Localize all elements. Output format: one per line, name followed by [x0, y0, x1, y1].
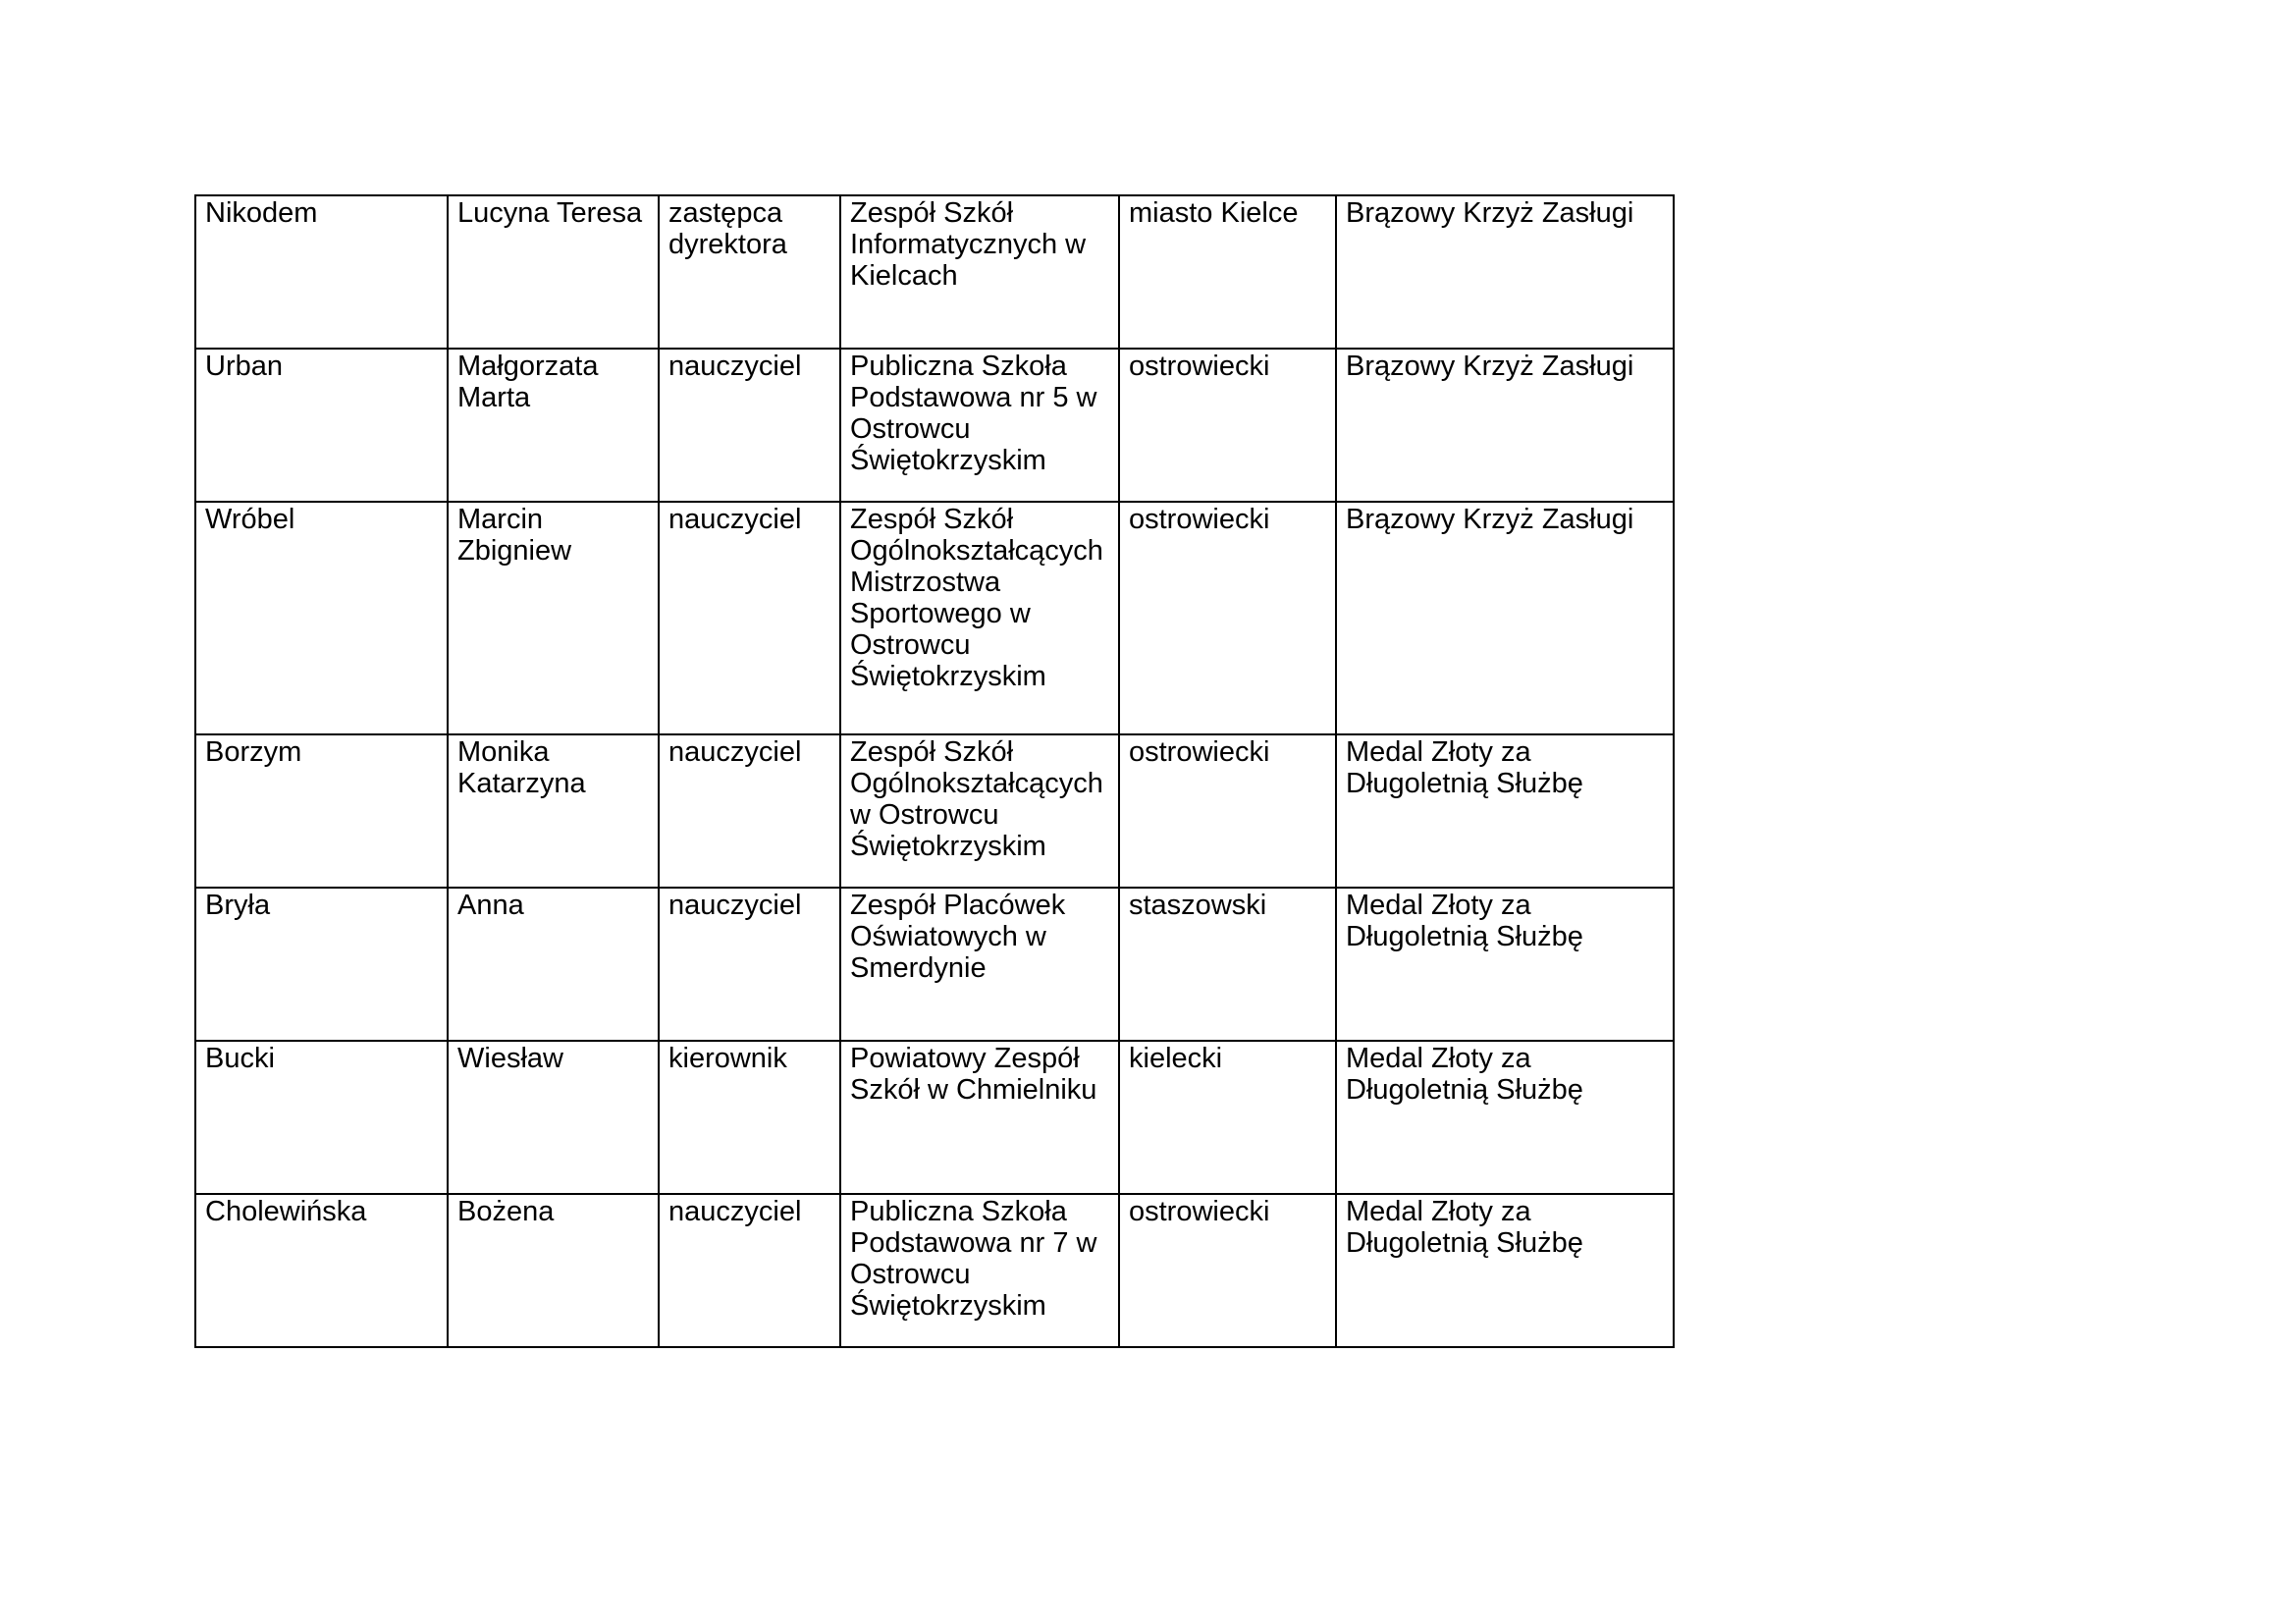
school-line: Świętokrzyskim [850, 1290, 1046, 1322]
school-line: Informatycznych w [850, 229, 1087, 260]
position-cell [659, 349, 840, 502]
school-line: Ostrowcu [850, 1259, 971, 1290]
surname-cell [195, 734, 448, 888]
school-line: Powiatowy Zespół [850, 1043, 1080, 1074]
first-names-cell [448, 1194, 659, 1347]
position-line: kierownik [668, 1043, 787, 1074]
first-names-line: Wiesław [457, 1043, 563, 1074]
school-line: Podstawowa nr 7 w [850, 1227, 1097, 1259]
school-line: Świętokrzyskim [850, 445, 1046, 476]
table-row [195, 349, 1674, 502]
school-line: Smerdynie [850, 952, 987, 984]
school-cell [840, 1041, 1119, 1194]
surname-text: Wróbel [205, 504, 295, 535]
district-cell [1119, 349, 1336, 502]
school-cell [840, 195, 1119, 349]
surname-cell [195, 502, 448, 734]
district-cell [1119, 734, 1336, 888]
first-names-line: Małgorzata [457, 351, 599, 382]
first-names-cell [448, 195, 659, 349]
district-line: staszowski [1129, 890, 1267, 921]
school-line: Ogólnokształcących [850, 535, 1103, 567]
position-line: zastępca [668, 197, 783, 229]
award-line: Brązowy Krzyż Zasługi [1346, 197, 1634, 229]
school-cell [840, 1194, 1119, 1347]
first-names-line: Monika [457, 736, 550, 768]
surname-cell [195, 888, 448, 1041]
position-cell [659, 888, 840, 1041]
position-line: nauczyciel [668, 351, 802, 382]
surname-text: Bryła [205, 890, 271, 921]
table-row [195, 1194, 1674, 1347]
award-line: Długoletnią Służbę [1346, 1074, 1583, 1106]
awards-table-body [195, 195, 1674, 1347]
first-names-line: Zbigniew [457, 535, 572, 567]
district-cell [1119, 888, 1336, 1041]
district-line: miasto Kielce [1129, 197, 1299, 229]
table-row [195, 888, 1674, 1041]
surname-text: Urban [205, 351, 283, 382]
surname-cell [195, 195, 448, 349]
position-line: nauczyciel [668, 504, 802, 535]
award-cell [1336, 195, 1674, 349]
award-line: Medal Złoty za [1346, 1043, 1531, 1074]
school-line: Ostrowcu [850, 629, 971, 661]
award-line: Medal Złoty za [1346, 1196, 1531, 1227]
first-names-cell [448, 502, 659, 734]
school-line: Zespół Szkół [850, 736, 1014, 768]
school-cell [840, 734, 1119, 888]
surname-text: Bucki [205, 1043, 275, 1074]
award-line: Długoletnią Służbę [1346, 1227, 1583, 1259]
school-line: Szkół w Chmielniku [850, 1074, 1097, 1106]
district-cell [1119, 1194, 1336, 1347]
position-cell [659, 195, 840, 349]
school-line: Świętokrzyskim [850, 831, 1046, 862]
school-line: Mistrzostwa [850, 567, 1001, 598]
award-cell [1336, 734, 1674, 888]
position-cell [659, 502, 840, 734]
awards-table [194, 194, 1675, 1348]
first-names-cell [448, 734, 659, 888]
district-line: kielecki [1129, 1043, 1223, 1074]
school-line: Publiczna Szkoła [850, 1196, 1067, 1227]
position-line: nauczyciel [668, 1196, 802, 1227]
school-line: Kielcach [850, 260, 958, 292]
award-line: Długoletnią Służbę [1346, 768, 1583, 799]
award-line: Medal Złoty za [1346, 736, 1531, 768]
first-names-cell [448, 349, 659, 502]
school-line: w Ostrowcu [850, 799, 999, 831]
school-cell [840, 349, 1119, 502]
surname-cell [195, 1041, 448, 1194]
first-names-line: Katarzyna [457, 768, 586, 799]
school-line: Zespół Szkół [850, 197, 1014, 229]
first-names-line: Bożena [457, 1196, 555, 1227]
award-line: Brązowy Krzyż Zasługi [1346, 504, 1634, 535]
position-cell [659, 1194, 840, 1347]
school-line: Zespół Szkół [850, 504, 1014, 535]
position-line: nauczyciel [668, 890, 802, 921]
position-cell [659, 1041, 840, 1194]
school-line: Ostrowcu [850, 413, 971, 445]
first-names-line: Lucyna Teresa [457, 197, 643, 229]
surname-text: Borzym [205, 736, 302, 768]
award-line: Medal Złoty za [1346, 890, 1531, 921]
district-line: ostrowiecki [1129, 1196, 1270, 1227]
district-cell [1119, 1041, 1336, 1194]
school-line: Świętokrzyskim [850, 661, 1046, 692]
surname-cell [195, 1194, 448, 1347]
school-line: Sportowego w [850, 598, 1031, 629]
table-row [195, 502, 1674, 734]
position-cell [659, 734, 840, 888]
award-cell [1336, 888, 1674, 1041]
position-line: nauczyciel [668, 736, 802, 768]
award-cell [1336, 1194, 1674, 1347]
school-cell [840, 502, 1119, 734]
surname-cell [195, 349, 448, 502]
surname-text: Cholewińska [205, 1196, 367, 1227]
first-names-cell [448, 888, 659, 1041]
district-cell [1119, 195, 1336, 349]
first-names-cell [448, 1041, 659, 1194]
award-line: Brązowy Krzyż Zasługi [1346, 351, 1634, 382]
table-row [195, 1041, 1674, 1194]
first-names-line: Marcin [457, 504, 544, 535]
school-line: Oświatowych w [850, 921, 1046, 952]
district-line: ostrowiecki [1129, 736, 1270, 768]
table-row [195, 195, 1674, 349]
first-names-line: Marta [457, 382, 531, 413]
first-names-line: Anna [457, 890, 524, 921]
award-cell [1336, 349, 1674, 502]
district-cell [1119, 502, 1336, 734]
award-cell [1336, 502, 1674, 734]
district-line: ostrowiecki [1129, 351, 1270, 382]
district-line: ostrowiecki [1129, 504, 1270, 535]
school-line: Zespół Placówek [850, 890, 1066, 921]
school-cell [840, 888, 1119, 1041]
surname-text: Nikodem [205, 197, 318, 229]
school-line: Publiczna Szkoła [850, 351, 1067, 382]
school-line: Ogólnokształcących [850, 768, 1103, 799]
award-line: Długoletnią Służbę [1346, 921, 1583, 952]
position-line: dyrektora [668, 229, 787, 260]
school-line: Podstawowa nr 5 w [850, 382, 1097, 413]
table-row [195, 734, 1674, 888]
award-cell [1336, 1041, 1674, 1194]
